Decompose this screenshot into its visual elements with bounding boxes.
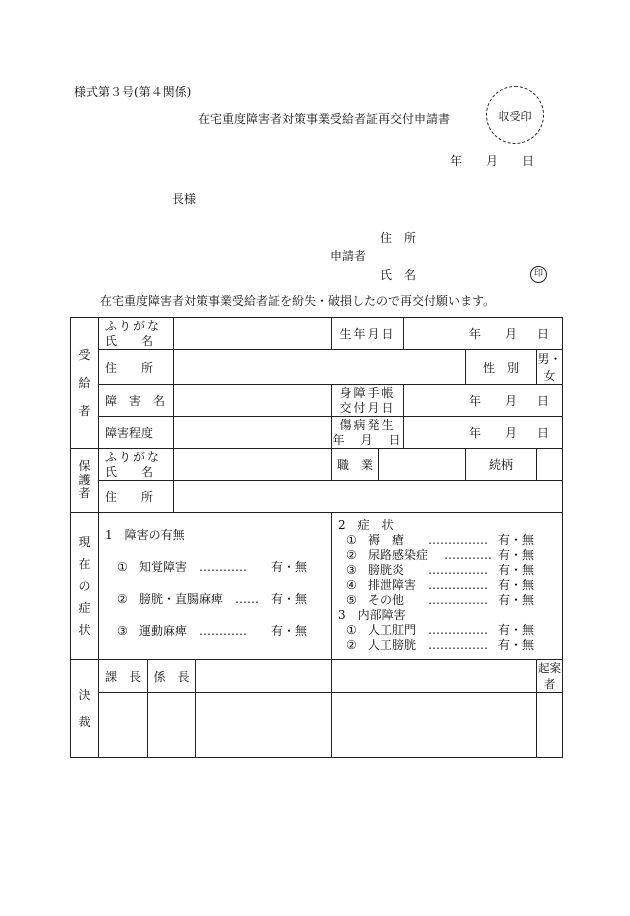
disability-item-label: 運動麻痺: [139, 624, 188, 638]
drafter-label: 起案者: [538, 661, 562, 691]
birth-month: 月: [505, 327, 518, 341]
disability-item-label: 知覚障害: [139, 560, 188, 574]
symptom-item-num: ④: [346, 578, 357, 592]
recipient-name-label: ふりがな 氏 名: [99, 318, 174, 350]
internal-item-num: ①: [346, 623, 357, 637]
occupation-label: 職 業: [332, 449, 379, 481]
handbook-date-label: 身障手帳 交付月日: [332, 385, 404, 417]
symptoms-section-label: 現 在 の 症 状: [71, 513, 99, 660]
drafter-seal-field[interactable]: [537, 693, 563, 758]
guardian-section-label: 保 護 者: [71, 449, 99, 513]
internal-item-label: 人工膀胱: [368, 638, 417, 652]
document-title: 在宅重度障害者対策事業受給者証再交付申請書: [198, 112, 451, 126]
subsection-chief-seal-wrap: [148, 693, 332, 758]
section-chief-label: 課 長: [99, 660, 148, 693]
disability-item-value[interactable]: 有・無: [271, 592, 308, 606]
internal-item-num: ②: [346, 638, 357, 652]
disability-level-label: 障害程度: [99, 417, 174, 449]
application-form-table: [70, 317, 563, 758]
symptom-item-label: その他: [368, 593, 405, 607]
receipt-stamp-area: [486, 86, 544, 144]
addressee: 長様: [172, 192, 197, 206]
symptom-item-label: 褥 瘡: [368, 533, 405, 547]
guardian-address-label: 住 所: [99, 481, 174, 513]
form-number: 様式第３号(第４関係): [74, 85, 192, 99]
symptom-area: [332, 513, 563, 660]
symptom-item-value[interactable]: 有・無: [498, 578, 535, 592]
guardian-name-label: ふりがな 氏 名: [99, 449, 174, 481]
internal-item-dots: ……………: [428, 623, 489, 637]
disability-item-dots: ……: [235, 592, 259, 606]
symptom-item-dots: ……………: [428, 533, 489, 547]
sex-label: 性 別: [466, 350, 537, 385]
symptom-item-value[interactable]: 有・無: [498, 548, 535, 562]
approval-blank: [332, 660, 537, 693]
section-chief-seal-field[interactable]: [99, 693, 148, 758]
recipient-address-label: 住 所: [99, 350, 174, 385]
disability-item-num: ③: [117, 624, 128, 638]
relationship-field[interactable]: [537, 449, 563, 481]
date-year: 年: [450, 154, 463, 168]
guardian-address-field[interactable]: [174, 481, 563, 513]
injury-year: 年: [469, 426, 482, 440]
applicant-name-label: 氏 名: [380, 268, 417, 282]
disability-item-dots: …………: [199, 624, 247, 638]
internal-item-label: 人工肛門: [368, 623, 417, 637]
injury-day: 日: [537, 426, 550, 440]
applicant-label: 申請者: [330, 249, 367, 263]
handbook-year: 年: [469, 394, 482, 408]
symptom-item-value[interactable]: 有・無: [498, 593, 535, 607]
receipt-stamp-label: 収受印: [498, 110, 532, 123]
birthdate-field[interactable]: [404, 318, 563, 350]
symptom-item-num: ⑤: [346, 593, 357, 607]
date-day: 日: [522, 154, 535, 168]
symptom-item-num: ②: [346, 548, 357, 562]
symptom-item-label: 排泄障害: [368, 578, 417, 592]
injury-date-label: 傷病発生 年 月 日: [332, 417, 403, 447]
approval-section-label: 決 裁: [71, 660, 99, 758]
approval-blank-field: [332, 693, 537, 758]
seal-mark: 印: [530, 266, 547, 283]
symptom-item-value[interactable]: 有・無: [498, 563, 535, 577]
symptom-item-dots: …………: [444, 548, 493, 562]
subsection-chief-wrap: [148, 660, 332, 693]
handbook-day: 日: [537, 394, 550, 408]
disability-name-field[interactable]: [174, 385, 332, 417]
disability-item-value[interactable]: 有・無: [271, 624, 308, 638]
guardian-name-field[interactable]: [174, 449, 332, 481]
subsection-chief-seal-field[interactable]: [148, 693, 196, 757]
internal-item-value[interactable]: 有・無: [498, 638, 535, 652]
subsection-chief-label: 係 長: [148, 660, 196, 692]
recipient-name-field[interactable]: [174, 318, 332, 350]
disability-item-num: ①: [117, 560, 128, 574]
symptom-item-label: 尿路感染症: [368, 548, 429, 562]
disability-level-field[interactable]: [174, 417, 332, 449]
symptom-item-value[interactable]: 有・無: [498, 533, 535, 547]
recipient-address-field[interactable]: [174, 350, 466, 385]
occupation-field[interactable]: [379, 449, 466, 481]
disability-presence-area: [99, 513, 332, 660]
internal-item-value[interactable]: 有・無: [498, 623, 535, 637]
disability-item-label: 膀胱・直腸麻痺: [139, 592, 224, 606]
symptom-heading: 2 症 状: [338, 518, 394, 532]
disability-item-value[interactable]: 有・無: [271, 560, 308, 574]
date-month: 月: [486, 154, 499, 168]
internal-item-dots: ……………: [428, 638, 489, 652]
birth-day: 日: [537, 327, 550, 341]
symptom-item-label: 膀胱炎: [368, 563, 405, 577]
disability-heading: 1 障害の有無: [105, 528, 185, 542]
applicant-address-label: 住 所: [380, 231, 417, 245]
handbook-date-field[interactable]: [404, 385, 563, 417]
symptom-item-num: ①: [346, 533, 357, 547]
sex-selector[interactable]: 男・女: [537, 350, 563, 385]
injury-month: 月: [505, 426, 518, 440]
disability-item-num: ②: [117, 592, 128, 606]
recipient-section-label: 受 給 者: [71, 318, 99, 449]
injury-date-field[interactable]: [404, 417, 563, 449]
symptom-item-dots: ……………: [428, 563, 489, 577]
disability-item-dots: …………: [199, 560, 247, 574]
relationship-label: 続柄: [466, 449, 537, 481]
birthdate-label: 生年月日: [332, 318, 404, 350]
handbook-month: 月: [505, 394, 518, 408]
statement: 在宅重度障害者対策事業受給者証を紛失・破損したので再交付願います。: [100, 294, 496, 308]
birth-year: 年: [469, 327, 482, 341]
symptom-item-dots: ……………: [428, 578, 489, 592]
symptom-item-dots: ……………: [428, 593, 489, 607]
disability-name-label: 障 害 名: [99, 385, 174, 417]
internal-heading: 3 内部障害: [338, 608, 406, 622]
symptom-item-num: ③: [346, 563, 357, 577]
